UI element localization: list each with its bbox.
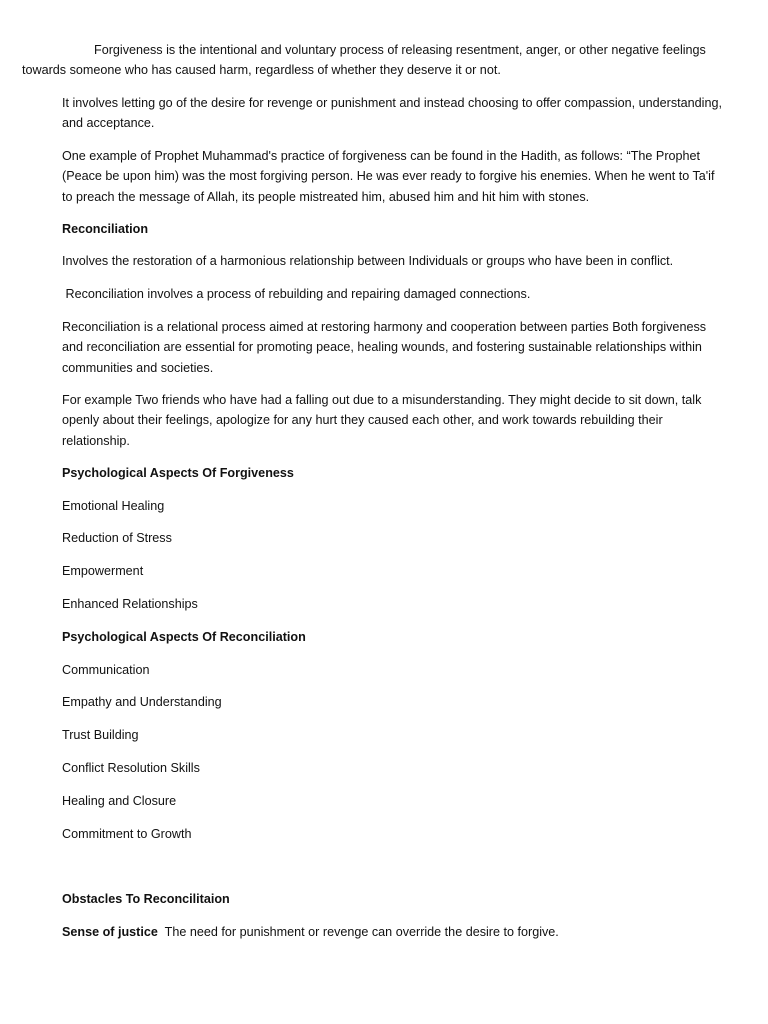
sense-of-justice-text: The need for punishment or revenge can override the desire to forgive. [157, 925, 559, 939]
list-item: Commitment to Growth [62, 827, 192, 841]
list-item: Empathy and Understanding [62, 695, 222, 709]
list-item: Communication [62, 663, 150, 677]
forgiveness-paragraph-1: It involves letting go of the desire for revenge or punishment and instead choosing to offer compassion, understanding, and acceptance. [62, 96, 722, 131]
reconciliation-paragraph-4: For example Two friends who have had a falling out due to a misunderstanding. They might decide to sit down, talk openly about their feelings, apologize for any hurt they caused each other, and work towards rebuilding their relationship. [62, 393, 702, 448]
list-item: Trust Building [62, 728, 139, 742]
list-item: Healing and Closure [62, 794, 177, 808]
list-item: Empowerment [62, 564, 144, 578]
list-item: Reduction of Stress [62, 531, 172, 545]
sense-of-justice-label: Sense of justice [62, 925, 158, 939]
intro-paragraph: Forgiveness is the intentional and voluntary process of releasing resentment, anger, or other negative feelings towards someone who has caused harm, regardless of whether they deserve it or not. [22, 43, 706, 78]
sense-of-justice-line [62, 922, 722, 942]
reconciliation-heading: Reconciliation [62, 222, 149, 236]
psych-reconciliation-heading: Psychological Aspects Of Reconciliation [62, 630, 306, 644]
list-item: Enhanced Relationships [62, 597, 198, 611]
reconciliation-paragraph-2: Reconciliation involves a process of rebuilding and repairing damaged connections. [62, 287, 531, 301]
psych-forgiveness-heading: Psychological Aspects Of Forgiveness [62, 466, 294, 480]
forgiveness-paragraph-2: One example of Prophet Muhammad's practice of forgiveness can be found in the Hadith, as follows: “The Prophet (Peace be upon him) was the most forgiving person. He was ever ready to forgive his enemies. When he went to Ta'if to preach the message of Allah, its people mistreated him, abused him and hit him with stones. [62, 149, 715, 204]
list-item: Conflict Resolution Skills [62, 761, 200, 775]
reconciliation-paragraph-3: Reconciliation is a relational process aimed at restoring harmony and cooperation between parties Both forgiveness and reconciliation are essential for promoting peace, healing wounds, and fostering sustainable relationships within communities and societies. [62, 320, 707, 375]
reconciliation-paragraph-1: Involves the restoration of a harmonious relationship between Individuals or groups who have been in conflict. [62, 254, 674, 268]
obstacles-heading: Obstacles To Reconcilitaion [62, 892, 230, 906]
list-item: Emotional Healing [62, 499, 165, 513]
